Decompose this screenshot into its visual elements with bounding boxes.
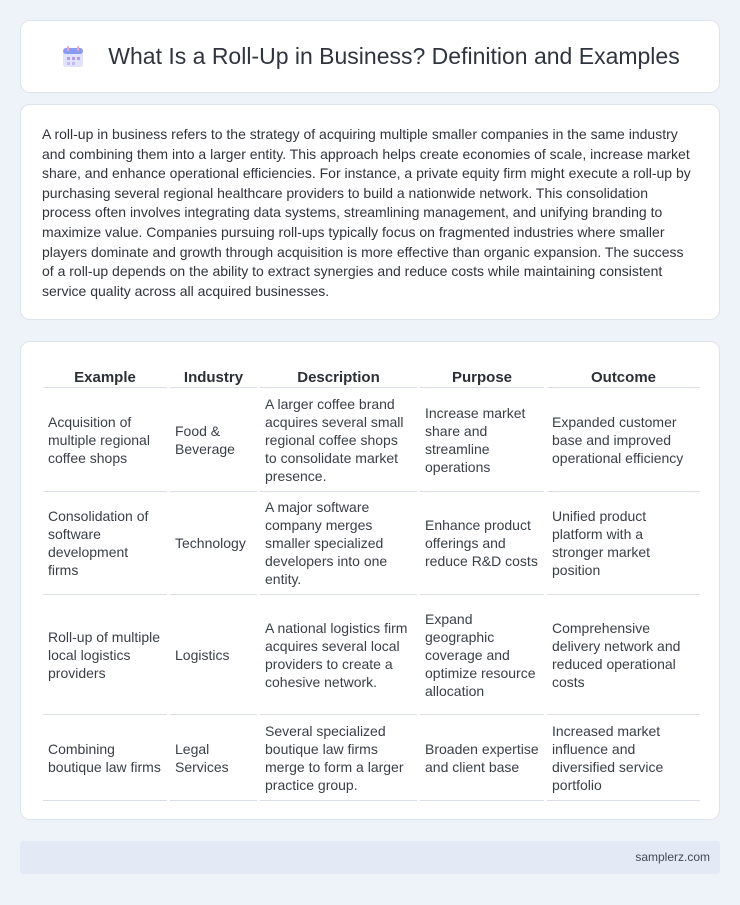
header-purpose: Purpose — [420, 358, 544, 388]
cell-description: A national logistics firm acquires several local providers to create a cohesive network. — [260, 595, 417, 715]
cell-industry: Food & Beverage — [170, 388, 257, 492]
cell-outcome: Expanded customer base and improved operational efficiency — [547, 388, 700, 492]
calendar-icon — [60, 44, 86, 70]
intro-card — [20, 104, 720, 320]
page-title: What Is a Roll-Up in Business? Definition and Examples — [108, 43, 680, 69]
cell-description: Several specialized boutique law firms merge to form a larger practice group. — [260, 715, 417, 801]
table-card — [20, 341, 720, 820]
cell-purpose: Broaden expertise and client base — [420, 715, 544, 801]
cell-industry: Technology — [170, 492, 257, 595]
cell-example: Consolidation of software development firms — [43, 492, 167, 595]
cell-purpose: Expand geographic coverage and optimize resource allocation — [420, 595, 544, 715]
header-industry: Industry — [170, 358, 257, 388]
footer-site-link[interactable]: samplerz.com — [635, 850, 710, 864]
cell-example: Acquisition of multiple regional coffee shops — [43, 388, 167, 492]
cell-industry: Legal Services — [170, 715, 257, 801]
cell-industry: Logistics — [170, 595, 257, 715]
header-example: Example — [43, 358, 167, 388]
cell-description: A major software company merges smaller specialized developers into one entity. — [260, 492, 417, 595]
header-outcome: Outcome — [547, 358, 700, 388]
table-row — [43, 715, 700, 801]
cell-description: A larger coffee brand acquires several small regional coffee shops to consolidate market presence. — [260, 388, 417, 492]
footer — [20, 841, 720, 874]
table-header-row — [43, 358, 700, 388]
cell-purpose: Enhance product offerings and reduce R&D costs — [420, 492, 544, 595]
header-description: Description — [260, 358, 417, 388]
intro-paragraph: A roll-up in business refers to the strategy of acquiring multiple smaller companies in the same industry and combining them into a larger entity. This approach helps create economies of scale, increase market share, and enhance operational efficiencies. For instance, a private equity firm might execute a roll-up by purchasing several regional healthcare providers to build a nationwide network. This consolidation process often involves integrating data systems, streamlining management, and unifying branding to maximize value. Companies pursuing roll-ups typically focus on fragmented industries where smaller players dominate and growth through acquisition is more effective than organic expansion. The success of a roll-up depends on the ability to extract synergies and reduce costs while maintaining consistent service quality across all acquired businesses. — [42, 126, 691, 299]
examples-table — [40, 358, 703, 801]
table-row — [43, 492, 700, 595]
cell-example: Combining boutique law firms — [43, 715, 167, 801]
cell-purpose: Increase market share and streamline operations — [420, 388, 544, 492]
title-card — [20, 20, 720, 93]
cell-outcome: Unified product platform with a stronger market position — [547, 492, 700, 595]
cell-example: Roll-up of multiple local logistics providers — [43, 595, 167, 715]
cell-outcome: Comprehensive delivery network and reduced operational costs — [547, 595, 700, 715]
cell-outcome: Increased market influence and diversified service portfolio — [547, 715, 700, 801]
table-row — [43, 595, 700, 715]
table-row — [43, 388, 700, 492]
